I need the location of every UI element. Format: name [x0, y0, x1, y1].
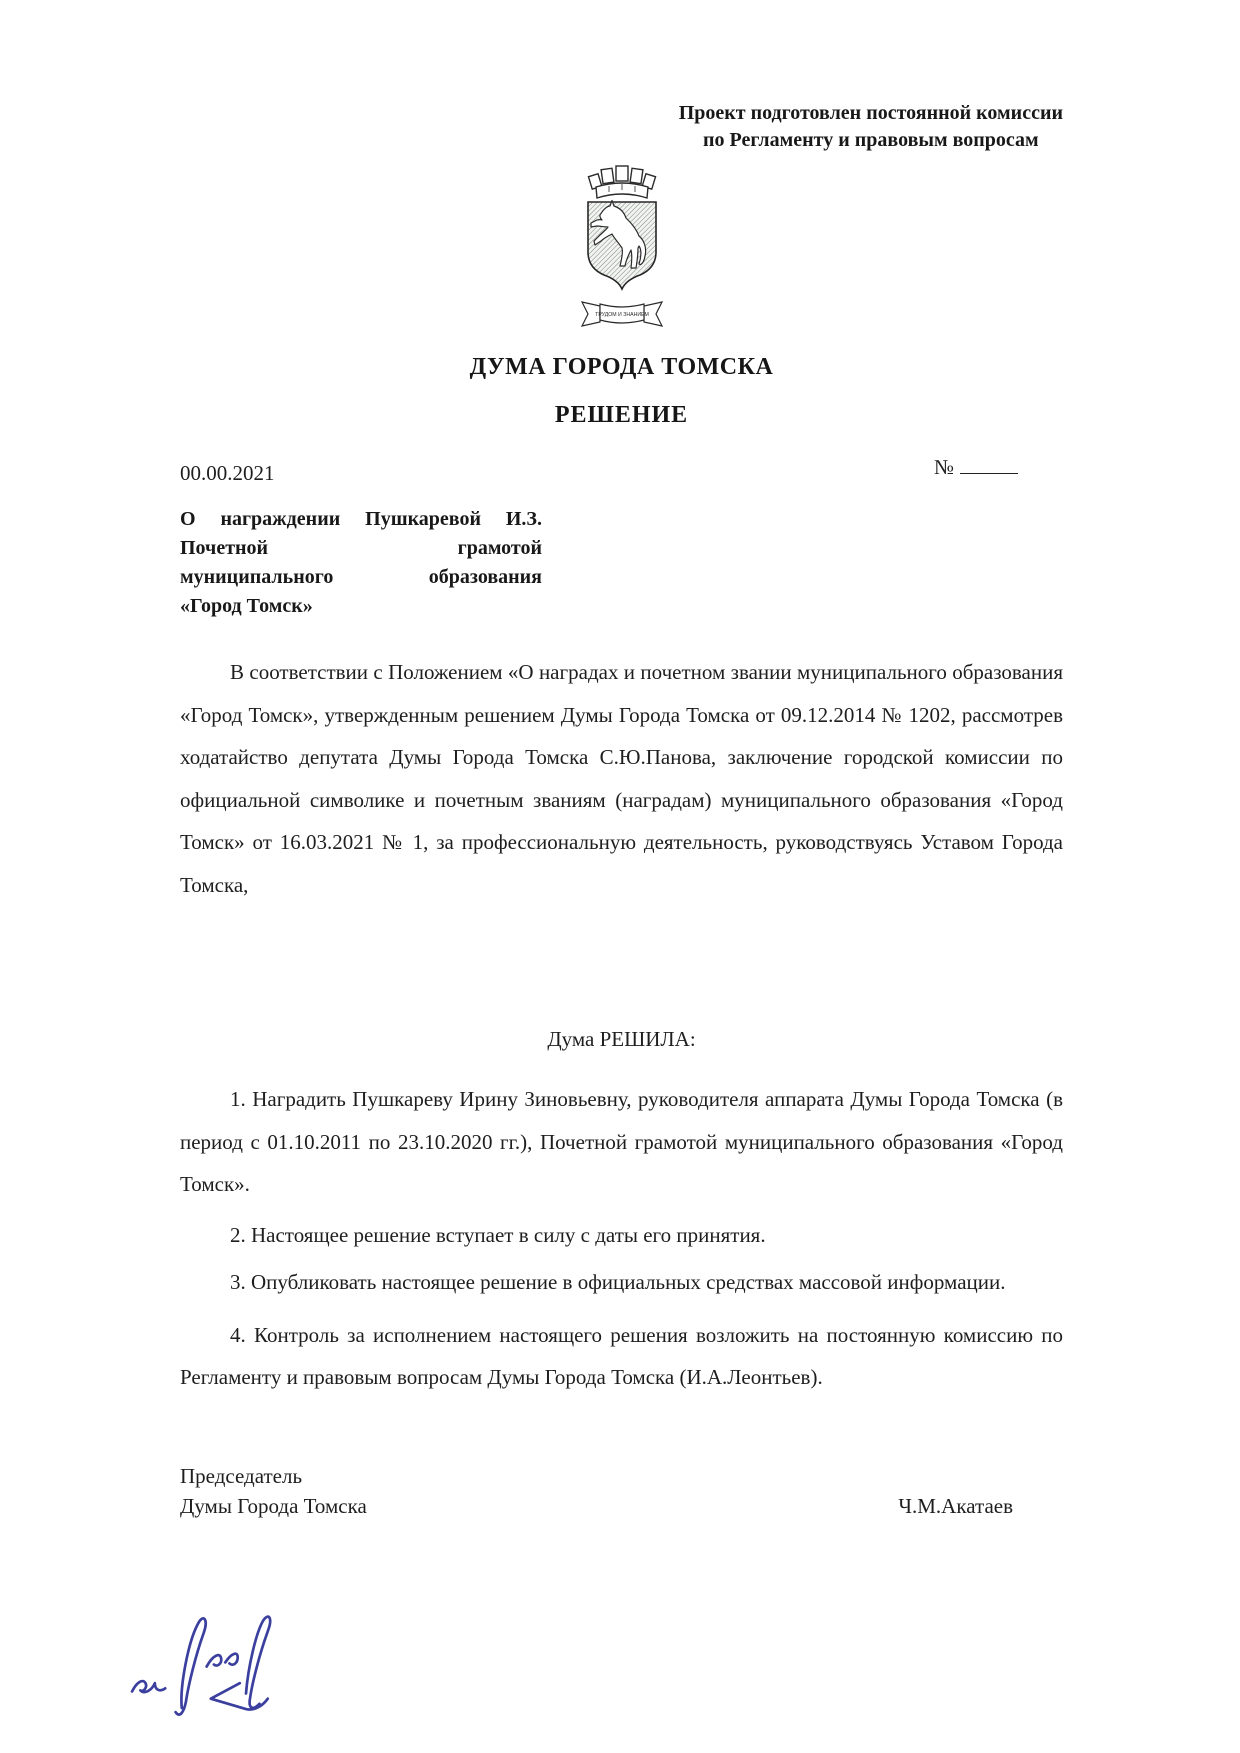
signoff-position-line1: Председатель — [180, 1463, 303, 1488]
doc-number-blank — [960, 453, 1018, 474]
subject-line: О награждении Пушкаревой И.З. — [180, 508, 542, 530]
intro-paragraph: В соответствии с Положением «О наградах и почетном звании муниципального образования «Город Томск», утвержденным решением Думы Города Томска от 09.12.2014 № 1202, рассмотрев ходатайство депутата Думы Города Томска С.Ю.Панова, заключение городской комиссии по официальной символике и почетным званиям (наградам) муниципального образования «Город Томск» от 16.03.2021 № 1, за профессиональную деятельность, руководствуясь Уставом Города Томска, — [180, 660, 1063, 897]
tomsk-coat-of-arms-icon — [552, 156, 692, 340]
signoff-position — [180, 1461, 367, 1521]
subject-line: «Город Томск» — [180, 595, 313, 617]
org-title: ДУМА ГОРОДА ТОМСКА — [469, 354, 774, 380]
mural-crown-icon — [588, 166, 655, 198]
resolved-heading: Дума РЕШИЛА: — [547, 1027, 696, 1051]
resolution-item: 4. Контроль за исполнением настоящего решения возложить на постоянную комиссию по Регламенту и правовым вопросам Думы Города Томска (И.А.Леонтьев). — [180, 1322, 1063, 1389]
resolution-item: 1. Наградить Пушкареву Ирину Зиновьевну, руководителя аппарата Думы Города Томска (в период с 01.10.2011 по 23.10.2020 гг.), Почетной грамотой муниципального образования «Город Томск». — [180, 1087, 1063, 1196]
emblem-block — [180, 156, 1063, 345]
subject-line: муниципального образования — [180, 566, 542, 588]
motto-text: ТРУДОМ И ЗНАНИЕМ — [594, 312, 649, 318]
signature-autograph — [122, 1592, 312, 1737]
resolution-item: 2. Настоящее решение вступает в силу с даты его принятия. — [230, 1222, 766, 1247]
doc-date: 00.00.2021 — [180, 461, 275, 485]
signoff-row — [180, 1461, 1063, 1521]
signoff-position-line2: Думы Города Томска — [180, 1493, 367, 1518]
doc-subject — [180, 505, 542, 621]
prepared-note-line2: по Регламенту и правовым вопросам — [703, 129, 1039, 151]
signoff-name: Ч.М.Акатаев — [898, 1493, 1013, 1518]
doc-number-label: № — [933, 455, 954, 479]
doc-number — [934, 453, 1018, 480]
date-number-row — [180, 455, 1063, 491]
subject-line: Почетной грамотой — [180, 537, 542, 559]
prepared-note — [679, 100, 1063, 154]
prepared-note-line1: Проект подготовлен постоянной комиссии — [678, 102, 1063, 124]
resolution-item: 3. Опубликовать настоящее решение в официальных средствах массовой информации. — [230, 1270, 1006, 1294]
doc-type-title: РЕШЕНИЕ — [554, 402, 689, 428]
